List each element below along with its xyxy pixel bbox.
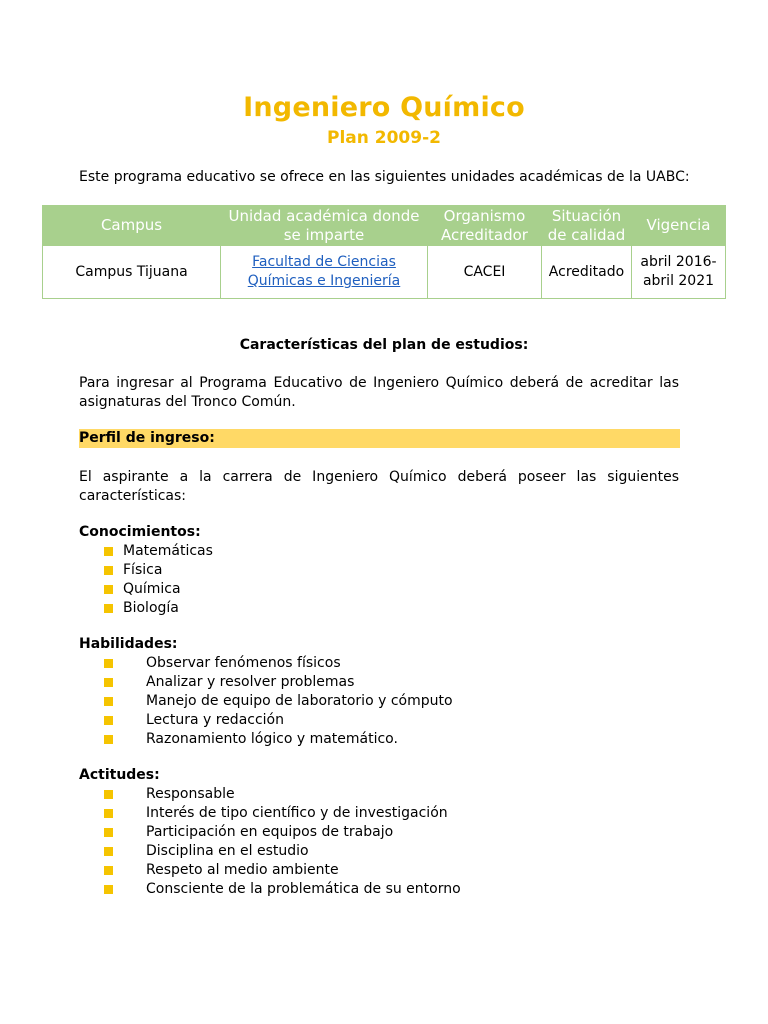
table-row: [43, 246, 726, 299]
list-item: Razonamiento lógico y matemático.: [104, 730, 453, 749]
header-unidad: Unidad académica donde se imparte: [221, 206, 428, 246]
cell-campus: Campus Tijuana: [43, 246, 221, 299]
faculty-link[interactable]: Facultad de Ciencias Químicas e Ingeniería: [221, 246, 428, 299]
profile-text: El aspirante a la carrera de Ingeniero Químico deberá poseer las siguientes características:: [79, 469, 679, 504]
list-item: Responsable: [104, 785, 461, 804]
square-bullet-icon: [104, 678, 113, 687]
list-item: Participación en equipos de trabajo: [104, 823, 461, 842]
square-bullet-icon: [104, 585, 113, 594]
cell-vigencia: abril 2016- abril 2021: [632, 246, 726, 299]
square-bullet-icon: [104, 828, 113, 837]
square-bullet-icon: [104, 847, 113, 856]
cell-organismo: CACEI: [428, 246, 542, 299]
list-item: Analizar y resolver problemas: [104, 673, 453, 692]
square-bullet-icon: [104, 547, 113, 556]
header-campus: Campus: [43, 206, 221, 246]
list-item: Matemáticas: [104, 542, 213, 561]
square-bullet-icon: [104, 735, 113, 744]
plan-characteristics-text: Para ingresar al Programa Educativo de Ingeniero Químico deberá de acreditar las asignaturas del Tronco Común.: [79, 375, 679, 410]
knowledge-list: [104, 542, 213, 618]
cell-situacion: Acreditado: [542, 246, 632, 299]
intro-text: Este programa educativo se ofrece en las siguientes unidades académicas de la UABC:: [79, 169, 690, 185]
attitudes-list: [104, 785, 461, 899]
list-item: Interés de tipo científico y de investigación: [104, 804, 461, 823]
header-situacion: Situación de calidad: [542, 206, 632, 246]
square-bullet-icon: [104, 885, 113, 894]
plan-characteristics-heading: Características del plan de estudios:: [239, 337, 529, 353]
list-item: Respeto al medio ambiente: [104, 861, 461, 880]
header-organismo: Organismo Acreditador: [428, 206, 542, 246]
square-bullet-icon: [104, 566, 113, 575]
page-title: Ingeniero Químico: [243, 92, 525, 123]
skills-title: Habilidades:: [79, 636, 178, 652]
plan-subtitle: Plan 2009-2: [327, 128, 441, 148]
square-bullet-icon: [104, 809, 113, 818]
square-bullet-icon: [104, 659, 113, 668]
list-item: Química: [104, 580, 213, 599]
header-vigencia: Vigencia: [632, 206, 726, 246]
attitudes-title: Actitudes:: [79, 767, 160, 783]
list-item: Disciplina en el estudio: [104, 842, 461, 861]
list-item: Observar fenómenos físicos: [104, 654, 453, 673]
square-bullet-icon: [104, 604, 113, 613]
square-bullet-icon: [104, 697, 113, 706]
list-item: Consciente de la problemática de su entorno: [104, 880, 461, 899]
list-item: Manejo de equipo de laboratorio y cómputo: [104, 692, 453, 711]
list-item: Lectura y redacción: [104, 711, 453, 730]
list-item: Física: [104, 561, 213, 580]
profile-heading-bar: Perfil de ingreso:: [79, 429, 680, 448]
academic-units-table: [42, 205, 726, 299]
list-item: Biología: [104, 599, 213, 618]
square-bullet-icon: [104, 790, 113, 799]
square-bullet-icon: [104, 866, 113, 875]
table-header-row: [43, 206, 726, 246]
knowledge-title: Conocimientos:: [79, 524, 201, 540]
skills-list: [104, 654, 453, 749]
square-bullet-icon: [104, 716, 113, 725]
